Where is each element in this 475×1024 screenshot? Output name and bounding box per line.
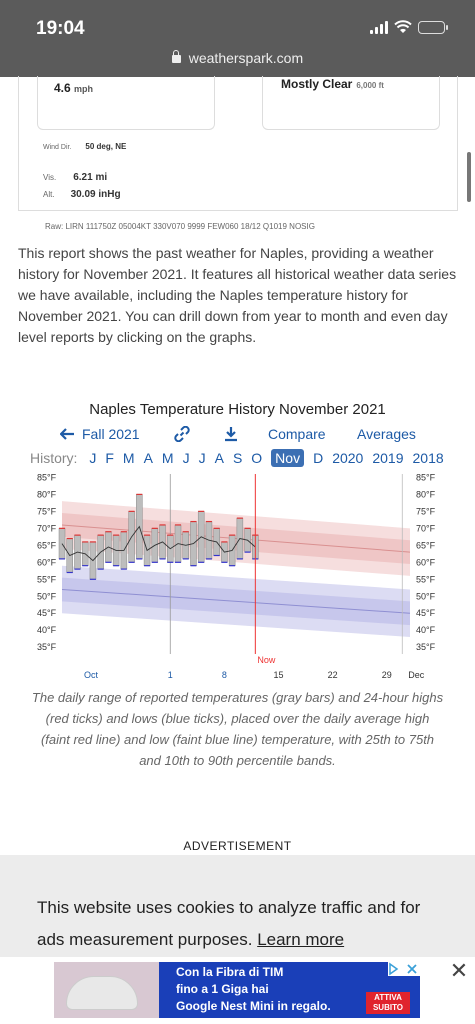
- wind-box: [37, 76, 215, 130]
- metar-card: [18, 76, 458, 211]
- ad-text: [176, 964, 331, 1015]
- now-label: Now: [257, 655, 276, 665]
- year-link-2018[interactable]: 2018: [412, 450, 444, 466]
- wind-speed: [54, 81, 93, 95]
- x-tick-5: 29: [381, 670, 392, 680]
- month-link-1[interactable]: J: [89, 450, 97, 466]
- visibility-row: [43, 172, 107, 183]
- cookie-message: This website uses cookies to analyze traffic and for ads measurement purposes.: [37, 898, 421, 949]
- temperature-chart[interactable]: [0, 466, 475, 686]
- month-link-9[interactable]: S: [232, 450, 243, 466]
- wind-speed-unit: mph: [74, 84, 94, 94]
- status-time: 19:04: [36, 18, 85, 39]
- x-tick-2: 8: [221, 670, 227, 680]
- ad-image: [54, 962, 164, 1018]
- month-link-8[interactable]: A: [214, 450, 224, 466]
- month-link-11[interactable]: Nov: [271, 449, 304, 467]
- y-tick-left-10: 35°F: [37, 642, 57, 653]
- compare-link[interactable]: Compare: [268, 426, 326, 442]
- top-bar: [0, 0, 475, 77]
- cloud-cover: [281, 77, 384, 91]
- ad-banner[interactable]: [54, 962, 420, 1018]
- month-link-5[interactable]: M: [161, 450, 174, 466]
- ad-close-button[interactable]: ✕: [449, 958, 469, 983]
- raw-metar: Raw: LIRN 111750Z 05004KT 330V070 9999 FEW060 18/12 Q1019 NOSIG: [45, 222, 315, 231]
- status-icons: [370, 20, 445, 34]
- x-tick-6: Dec: [408, 670, 425, 680]
- history-label: History:: [30, 450, 78, 466]
- learn-more-link[interactable]: Learn more: [257, 930, 345, 949]
- lock-icon: [172, 55, 181, 63]
- y-tick-left-3: 70°F: [37, 523, 57, 534]
- month-link-10[interactable]: O: [251, 450, 263, 466]
- month-link-6[interactable]: J: [182, 450, 190, 466]
- daily-range-bar-0: [59, 528, 65, 559]
- month-link-2[interactable]: F: [105, 450, 114, 466]
- y-tick-right-0: 85°F: [416, 472, 436, 483]
- y-tick-right-9: 40°F: [416, 625, 436, 636]
- y-tick-right-10: 35°F: [416, 642, 436, 653]
- wind-dir-row: [43, 142, 126, 151]
- y-tick-right-2: 75°F: [416, 506, 436, 517]
- scrollbar[interactable]: [467, 152, 471, 202]
- arrow-left-icon: [60, 428, 74, 440]
- y-tick-right-6: 55°F: [416, 574, 436, 585]
- year-link-2019[interactable]: 2019: [372, 450, 404, 466]
- wind-speed-value: 4.6: [54, 81, 71, 95]
- vis-value: 6.21 mi: [73, 172, 108, 183]
- prev-period-label: Fall 2021: [82, 426, 140, 442]
- ad-line-2: fino a 1 Giga hai: [176, 982, 269, 996]
- altimeter-row: [43, 189, 121, 200]
- ad-cta-button[interactable]: ATTIVA SUBITO: [366, 992, 410, 1014]
- y-tick-right-7: 50°F: [416, 591, 436, 602]
- y-tick-right-1: 80°F: [416, 489, 436, 500]
- link-icon[interactable]: [174, 426, 190, 445]
- y-tick-left-5: 60°F: [37, 557, 57, 568]
- chart-title: Naples Temperature History November 2021: [89, 401, 386, 418]
- url-bar[interactable]: [0, 50, 475, 66]
- wind-dir-value: 50 deg, NE: [85, 142, 127, 151]
- y-tick-left-6: 55°F: [37, 574, 57, 585]
- speaker-image: [66, 976, 138, 1010]
- month-link-12[interactable]: D: [313, 450, 324, 466]
- ad-line-3: Google Nest Mini in regalo.: [176, 999, 331, 1013]
- chart-nav: [0, 426, 475, 446]
- month-link-7[interactable]: J: [198, 450, 206, 466]
- url-text: weatherspark.com: [188, 50, 304, 66]
- y-tick-right-5: 60°F: [416, 557, 436, 568]
- year-link-2020[interactable]: 2020: [332, 450, 364, 466]
- report-description: This report shows the past weather for Naples, providing a weather history for November 2021. It features all historical weather data series we have available, including the Naples temperature history for November 2021. You can drill down from year to month and even day level reports by clicking on the graphs.: [18, 245, 457, 345]
- y-tick-right-8: 45°F: [416, 608, 436, 619]
- y-tick-left-1: 80°F: [37, 489, 57, 500]
- y-tick-left-4: 65°F: [37, 540, 57, 551]
- y-tick-left-7: 50°F: [37, 591, 57, 602]
- ad-line-1: Con la Fibra di TIM: [176, 965, 284, 979]
- chart-caption: The daily range of reported temperatures (gray bars) and 24-hour highs (red ticks) and lows (blue ticks), placed over the daily average high (faint red line) and low (faint blue line) temperature, with 25th to 75th and 10th to 90th percentile bands.: [31, 690, 444, 768]
- cookie-text: [37, 892, 447, 956]
- x-tick-0: Oct: [83, 670, 99, 680]
- prev-period-link[interactable]: [60, 426, 140, 442]
- advertisement-label: ADVERTISEMENT: [183, 839, 292, 853]
- battery-icon: [418, 21, 445, 34]
- signal-icon: [370, 20, 388, 34]
- y-tick-right-4: 65°F: [416, 540, 436, 551]
- y-tick-left-9: 40°F: [37, 625, 57, 636]
- adchoices-icon[interactable]: [388, 962, 420, 976]
- averages-link[interactable]: Averages: [357, 426, 416, 442]
- x-tick-1: 1: [167, 670, 173, 680]
- alt-label: Alt.: [43, 190, 55, 199]
- vis-label: Vis.: [43, 173, 57, 182]
- cloud-altitude: 6,000 ft: [356, 81, 384, 90]
- wind-dir-label: Wind Dir.: [43, 144, 72, 151]
- cloud-cover-value: Mostly Clear: [281, 77, 353, 91]
- alt-value: 30.09 inHg: [70, 189, 121, 200]
- x-tick-3: 15: [273, 670, 284, 680]
- month-link-4[interactable]: A: [143, 450, 153, 466]
- y-tick-left-8: 45°F: [37, 608, 57, 619]
- y-tick-left-0: 85°F: [37, 472, 57, 483]
- y-tick-left-2: 75°F: [37, 506, 57, 517]
- download-icon[interactable]: [223, 426, 239, 445]
- x-tick-4: 22: [327, 670, 338, 680]
- wifi-icon: [394, 20, 412, 34]
- y-tick-right-3: 70°F: [416, 523, 436, 534]
- month-link-3[interactable]: M: [122, 450, 135, 466]
- cloud-box: [262, 76, 440, 130]
